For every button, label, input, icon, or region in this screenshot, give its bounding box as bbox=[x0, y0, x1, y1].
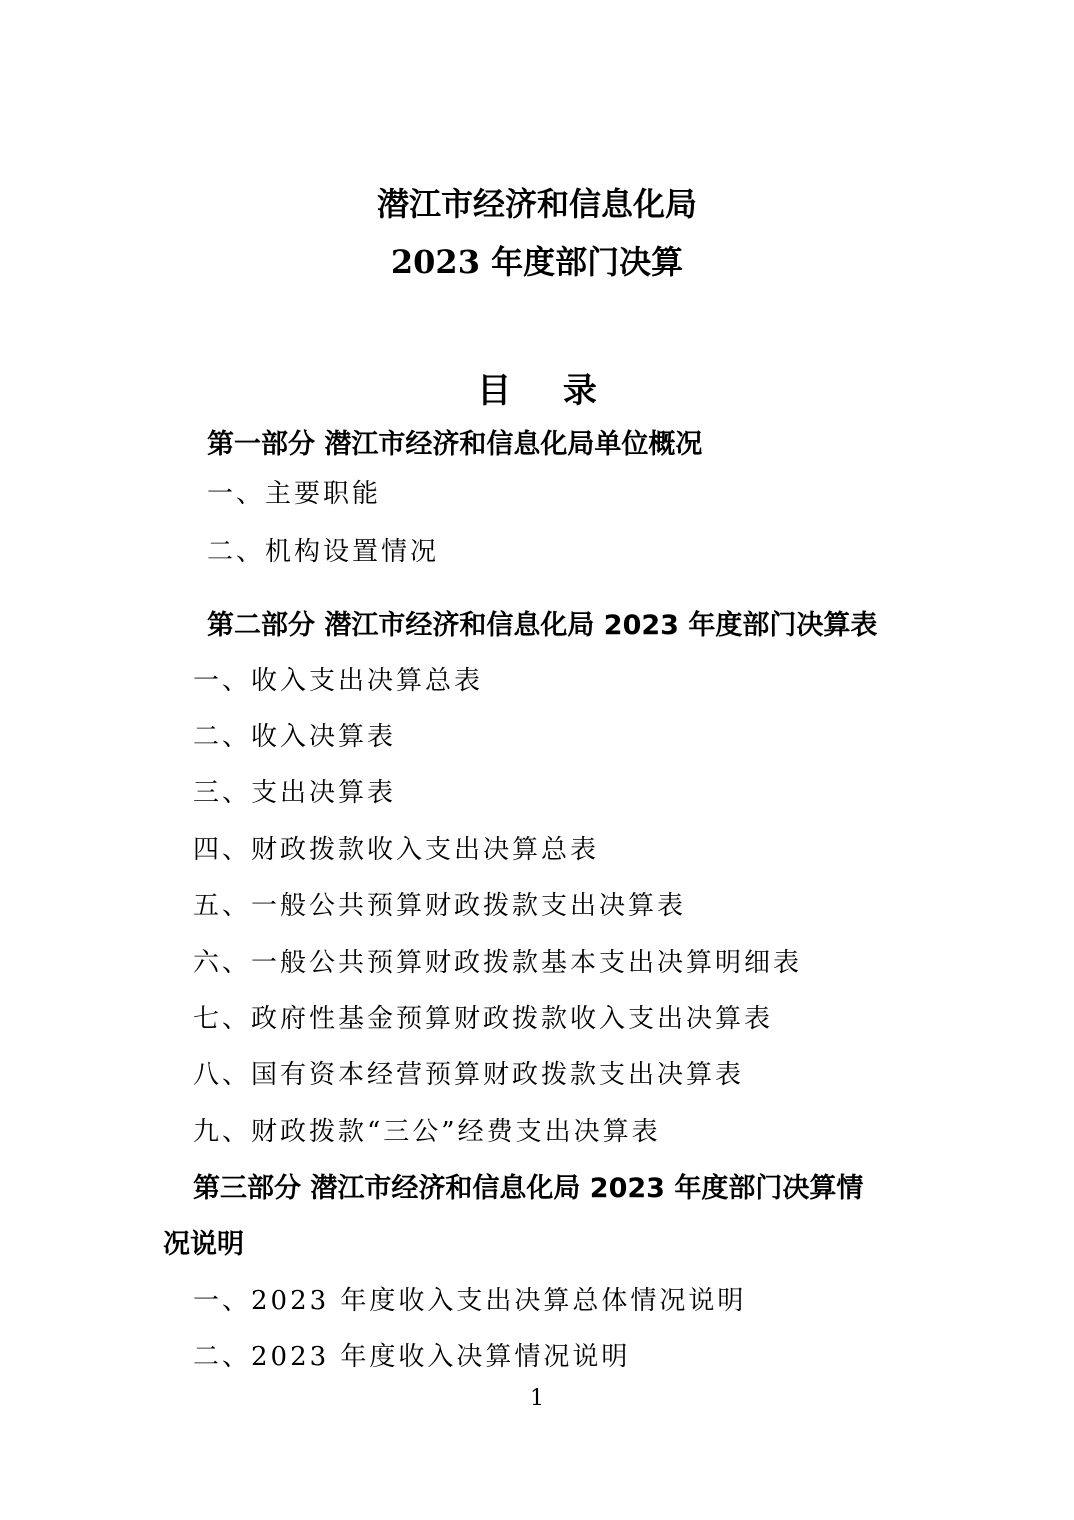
document-subtitle: 2023 年度部门决算 bbox=[390, 243, 684, 281]
toc-part2-item[interactable]: 一、收入支出决算总表 bbox=[193, 666, 484, 696]
toc-part1-title[interactable]: 第一部分 潜江市经济和信息化局单位概况 bbox=[207, 429, 703, 460]
toc-part3-title[interactable]: 第三部分 潜江市经济和信息化局 2023 年度部门决算情 bbox=[193, 1173, 864, 1204]
page-number: 1 bbox=[530, 1386, 544, 1411]
toc-part2-item[interactable]: 九、财政拨款“三公”经费支出决算表 bbox=[193, 1117, 661, 1147]
toc-part2-item[interactable]: 三、支出决算表 bbox=[193, 778, 397, 808]
toc-part2-item[interactable]: 四、财政拨款收入支出决算总表 bbox=[193, 835, 600, 865]
toc-part1-item[interactable]: 一、主要职能 bbox=[207, 479, 382, 509]
toc-heading: 目 录 bbox=[477, 371, 617, 411]
toc-part3-item[interactable]: 二、2023 年度收入决算情况说明 bbox=[193, 1342, 631, 1372]
toc-part2-title[interactable]: 第二部分 潜江市经济和信息化局 2023 年度部门决算表 bbox=[207, 610, 878, 641]
toc-part2-item[interactable]: 五、一般公共预算财政拨款支出决算表 bbox=[193, 891, 687, 921]
document-title: 潜江市经济和信息化局 bbox=[376, 185, 697, 223]
toc-part2-item[interactable]: 二、收入决算表 bbox=[193, 722, 397, 752]
toc-part2-item[interactable]: 七、政府性基金预算财政拨款收入支出决算表 bbox=[193, 1004, 774, 1034]
toc-part3-title-continued[interactable]: 况说明 bbox=[163, 1229, 244, 1260]
toc-part2-item[interactable]: 八、国有资本经营预算财政拨款支出决算表 bbox=[193, 1060, 745, 1090]
toc-part1-item[interactable]: 二、机构设置情况 bbox=[207, 537, 440, 567]
toc-part2-item[interactable]: 六、一般公共预算财政拨款基本支出决算明细表 bbox=[193, 948, 803, 978]
toc-part3-item[interactable]: 一、2023 年度收入支出决算总体情况说明 bbox=[193, 1286, 747, 1316]
